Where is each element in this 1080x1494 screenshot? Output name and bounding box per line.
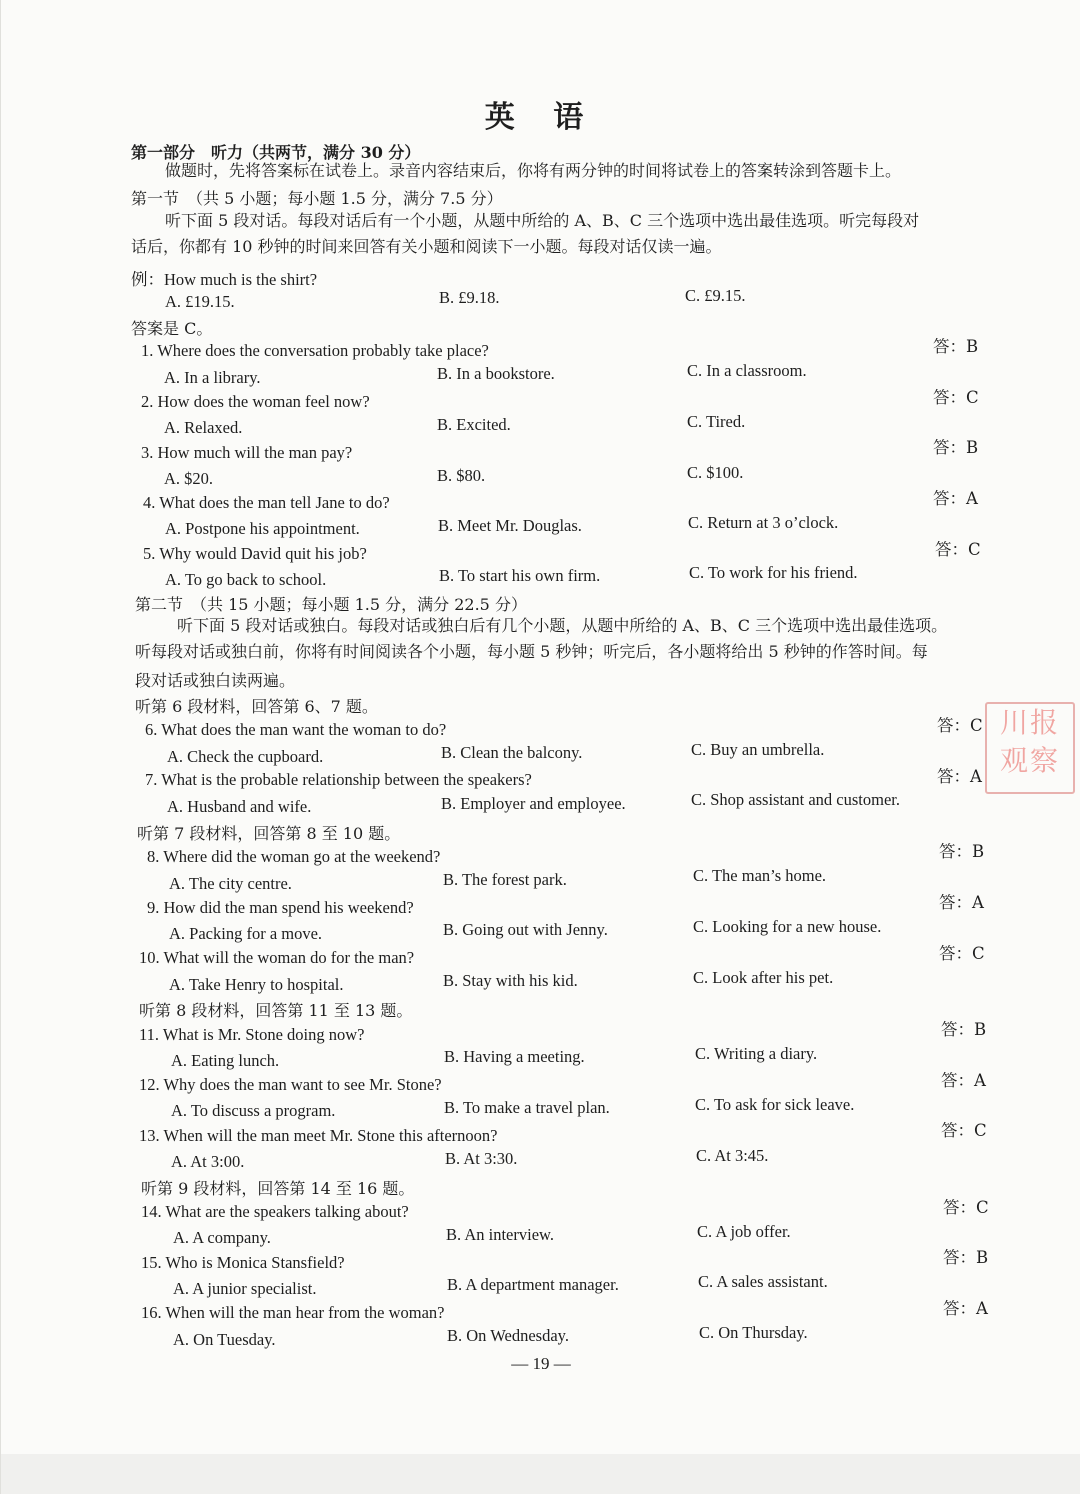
question-7-option-b: B. Employer and employee. — [441, 794, 626, 813]
section1-heading: 第一节 （共 5 小题；每小题 1.5 分，满分 7.5 分） — [131, 189, 503, 208]
question-16-answer: 答：A — [943, 1299, 988, 1318]
question-2: 2. How does the woman feel now? — [141, 392, 370, 411]
question-7-option-a: A. Husband and wife. — [167, 797, 312, 816]
question-4-option-b: B. Meet Mr. Douglas. — [438, 516, 582, 535]
question-5-option-c: C. To work for his friend. — [689, 563, 858, 582]
question-2-option-b: B. Excited. — [437, 415, 511, 434]
question-4: 4. What does the man tell Jane to do? — [143, 493, 390, 512]
question-16-option-b: B. On Wednesday. — [447, 1326, 569, 1345]
material-8-heading: 听第 8 段材料，回答第 11 至 13 题。 — [139, 1001, 413, 1020]
material-7-heading: 听第 7 段材料，回答第 8 至 10 题。 — [137, 824, 401, 843]
question-1: 1. Where does the conversation probably take place? — [141, 341, 489, 360]
question-10-option-a: A. Take Henry to hospital. — [169, 975, 344, 994]
question-15-option-a: A. A junior specialist. — [173, 1279, 317, 1298]
question-5: 5. Why would David quit his job? — [143, 544, 367, 563]
question-14: 14. What are the speakers talking about? — [141, 1202, 409, 1221]
question-8-answer: 答：B — [939, 842, 985, 861]
material-9-heading: 听第 9 段材料，回答第 14 至 16 题。 — [141, 1179, 415, 1198]
watermark-stamp — [985, 702, 1075, 794]
question-8-option-c: C. The man’s home. — [693, 866, 827, 885]
question-3-option-a: A. $20. — [164, 469, 214, 488]
question-8-option-a: A. The city centre. — [169, 874, 292, 893]
question-15: 15. Who is Monica Stansfield? — [141, 1253, 345, 1272]
question-6-option-a: A. Check the cupboard. — [167, 747, 324, 766]
question-15-option-b: B. A department manager. — [447, 1275, 619, 1294]
question-5-option-b: B. To start his own firm. — [439, 566, 601, 585]
question-1-answer: 答：B — [933, 337, 979, 356]
stamp-line-2: 观察 — [999, 744, 1060, 777]
question-9-option-a: A. Packing for a move. — [169, 924, 323, 943]
question-1-option-c: C. In a classroom. — [687, 361, 807, 380]
question-12-answer: 答：A — [941, 1071, 986, 1090]
question-11-option-a: A. Eating lunch. — [171, 1051, 280, 1070]
question-7: 7. What is the probable relationship between the speakers? — [145, 770, 532, 789]
question-13-option-b: B. At 3:30. — [445, 1149, 518, 1168]
question-12-option-b: B. To make a travel plan. — [444, 1098, 610, 1117]
part1-heading: 第一部分 听力（共两节，满分 30 分） — [131, 143, 421, 162]
question-9-answer: 答：A — [939, 893, 984, 912]
question-13-option-c: C. At 3:45. — [696, 1146, 769, 1165]
question-11: 11. What is Mr. Stone doing now? — [139, 1025, 365, 1044]
question-8-option-b: B. The forest park. — [443, 870, 567, 889]
material-6-heading: 听第 6 段材料，回答第 6、7 题。 — [135, 697, 378, 716]
question-5-answer: 答：C — [935, 540, 981, 559]
section2-intro-line2: 听每段对话或独白前，你将有时间阅读各个小题，每小题 5 秒钟；听完后，各小题将给出 5 秒钟的作答时间。每 — [135, 642, 928, 661]
question-13-answer: 答：C — [941, 1121, 987, 1140]
question-14-answer: 答：C — [943, 1198, 989, 1217]
section2-intro-line3: 段对话或独白读两遍。 — [135, 671, 296, 690]
question-14-option-a: A. A company. — [173, 1228, 271, 1247]
question-5-option-a: A. To go back to school. — [165, 570, 327, 589]
section2-heading: 第二节 （共 15 小题；每小题 1.5 分，满分 22.5 分） — [135, 595, 527, 614]
question-14-option-c: C. A job offer. — [697, 1222, 791, 1241]
question-2-answer: 答：C — [933, 388, 979, 407]
question-15-option-c: C. A sales assistant. — [698, 1272, 828, 1291]
question-7-answer: 答：A — [937, 767, 982, 786]
question-16-option-c: C. On Thursday. — [699, 1323, 808, 1342]
question-3-option-c: C. $100. — [687, 463, 744, 482]
question-12: 12. Why does the man want to see Mr. Stone? — [139, 1075, 442, 1094]
question-9-option-c: C. Looking for a new house. — [693, 917, 882, 936]
question-6-option-c: C. Buy an umbrella. — [691, 740, 825, 759]
question-3: 3. How much will the man pay? — [141, 443, 353, 462]
question-3-answer: 答：B — [933, 438, 979, 457]
question-4-answer: 答：A — [933, 489, 978, 508]
question-3-option-b: B. $80. — [437, 466, 486, 485]
question-13-option-a: A. At 3:00. — [171, 1152, 245, 1171]
page-title: 英 语 — [484, 100, 598, 135]
example-option-c: C. £9.15. — [685, 286, 746, 305]
question-10-option-b: B. Stay with his kid. — [443, 971, 578, 990]
question-15-answer: 答：B — [943, 1248, 989, 1267]
question-6-option-b: B. Clean the balcony. — [441, 743, 583, 762]
question-14-option-b: B. An interview. — [446, 1225, 554, 1244]
question-16-option-a: A. On Tuesday. — [173, 1330, 276, 1349]
question-4-option-c: C. Return at 3 o’clock. — [688, 513, 839, 532]
example-option-b: B. £9.18. — [439, 288, 500, 307]
page-number: — 19 — — [511, 1354, 571, 1373]
question-8: 8. Where did the woman go at the weekend? — [147, 847, 441, 866]
question-6: 6. What does the man want the woman to do? — [145, 720, 447, 739]
question-11-option-c: C. Writing a diary. — [695, 1044, 818, 1063]
section1-intro-line2: 话后，你都有 10 秒钟的时间来回答有关小题和阅读下一小题。每段对话仅读一遍。 — [131, 237, 722, 256]
question-6-answer: 答：C — [937, 716, 983, 735]
question-9-option-b: B. Going out with Jenny. — [443, 920, 608, 939]
example-answer: 答案是 C。 — [131, 319, 213, 338]
question-1-option-b: B. In a bookstore. — [437, 364, 555, 383]
question-10-option-c: C. Look after his pet. — [693, 968, 834, 987]
question-1-option-a: A. In a library. — [164, 368, 261, 387]
question-4-option-a: A. Postpone his appointment. — [165, 519, 360, 538]
question-12-option-a: A. To discuss a program. — [171, 1101, 336, 1120]
section1-intro-line1: 听下面 5 段对话。每段对话后有一个小题，从题中所给的 A、B、C 三个选项中选出最佳选项。听完每段对 — [165, 211, 920, 230]
question-11-option-b: B. Having a meeting. — [444, 1047, 585, 1066]
question-10-answer: 答：C — [939, 944, 985, 963]
question-12-option-c: C. To ask for sick leave. — [695, 1095, 855, 1114]
example-question: 例：How much is the shirt? — [131, 270, 318, 289]
example-option-a: A. £19.15. — [165, 292, 235, 311]
question-2-option-a: A. Relaxed. — [164, 418, 243, 437]
question-2-option-c: C. Tired. — [687, 412, 746, 431]
section2-intro-line1: 听下面 5 段对话或独白。每段对话或独白后有几个小题，从题中所给的 A、B、C 三个选项中选出最佳选项。 — [177, 616, 948, 635]
question-13: 13. When will the man meet Mr. Stone this afternoon? — [139, 1126, 498, 1145]
question-7-option-c: C. Shop assistant and customer. — [691, 790, 900, 809]
question-9: 9. How did the man spend his weekend? — [147, 898, 414, 917]
question-10: 10. What will the woman do for the man? — [139, 948, 415, 967]
question-11-answer: 答：B — [941, 1020, 987, 1039]
stamp-line-1: 川报 — [999, 706, 1060, 739]
question-16: 16. When will the man hear from the woman? — [141, 1303, 445, 1322]
instruction-text: 做题时，先将答案标在试卷上。录音内容结束后，你将有两分钟的时间将试卷上的答案转涂到答题卡上。 — [165, 161, 902, 180]
